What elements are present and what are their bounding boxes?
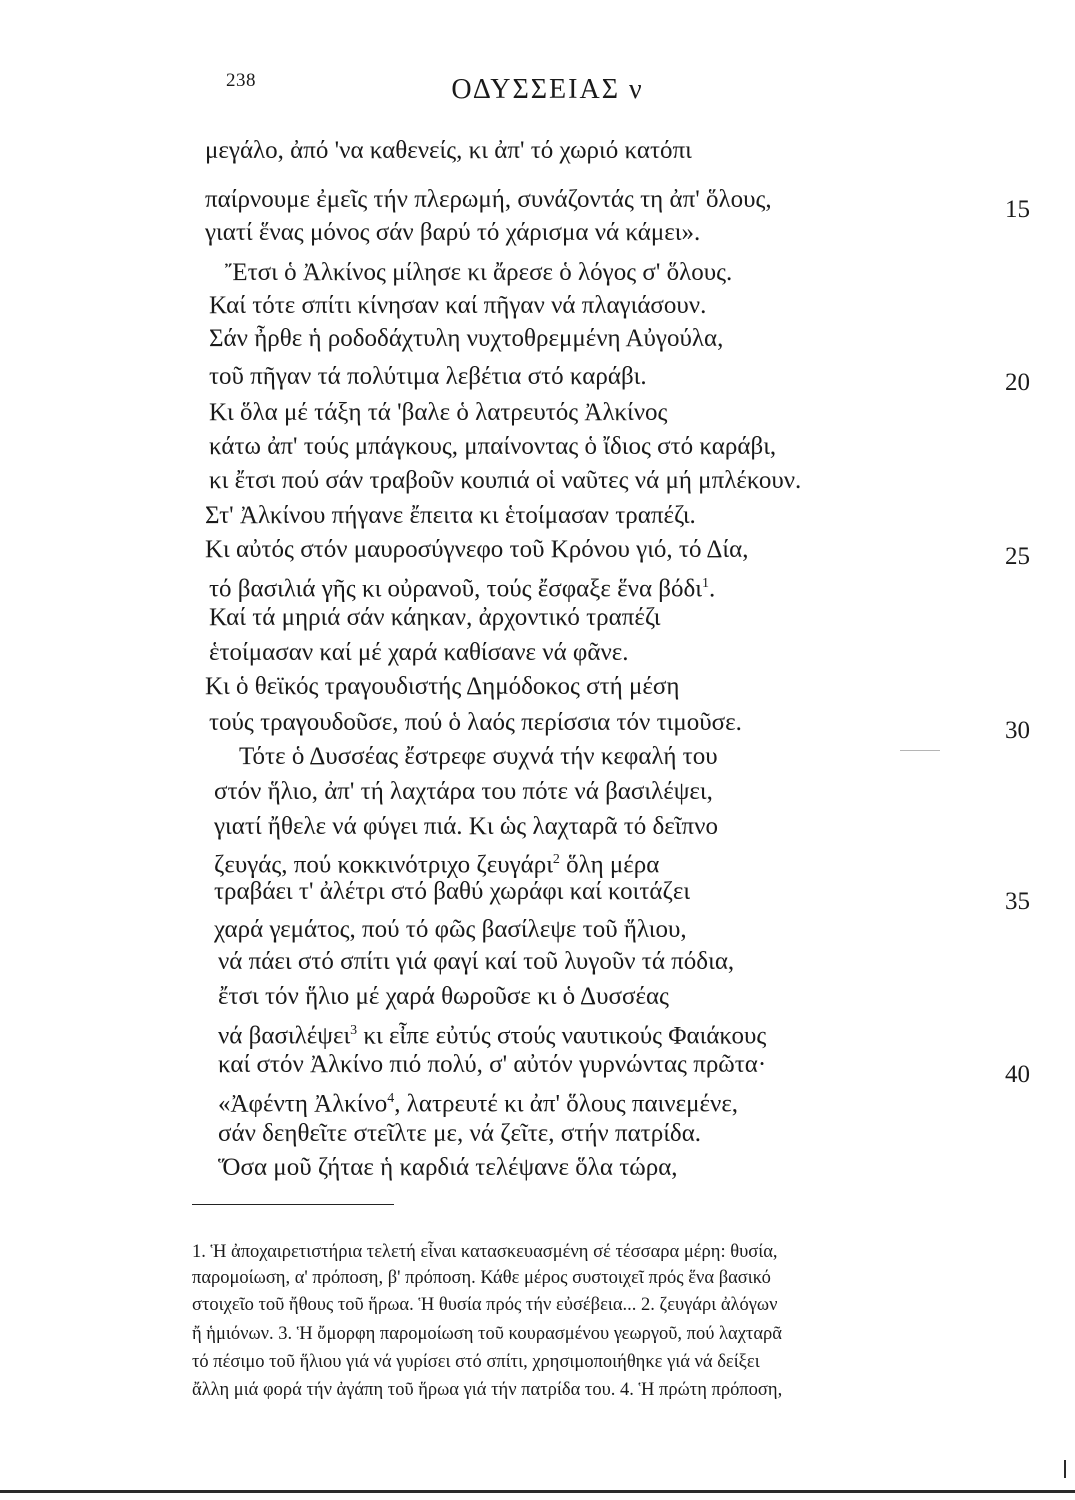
- poem-line: κι ἔτσι πού σάν τραβοῦν κουπιά οἱ ναῦτες νά μή μπλέκουν.: [209, 467, 802, 494]
- poem-line: νά πάει στό σπίτι γιά φαγί καί τοῦ λυγοῦν τά πόδια,: [218, 948, 735, 975]
- footnote-ref: 4: [387, 1091, 395, 1106]
- poem-line: γιατί ἕνας μόνος σάν βαρύ τό χάρισμα νά κάμει».: [205, 219, 701, 246]
- poem-line-text: .: [709, 575, 716, 603]
- poem-line: [218, 1082, 738, 1116]
- poem-line: Ὅσα μοῦ ζήταε ἡ καρδιά τελέψανε ὅλα τώρα,: [218, 1154, 678, 1181]
- poem-line: ἔτσι τόν ἥλιο μέ χαρά θωροῦσε κι ὁ Δυσσέας: [218, 983, 669, 1010]
- poem-line: μεγάλο, ἀπό 'να καθενείς, κι ἀπ' τό χωριό κατόπι: [205, 137, 692, 164]
- poem-line: τοῦ πῆγαν τά πολύτιμα λεβέτια στό καράβι.: [209, 363, 647, 390]
- footnote-line: 1. Ἡ ἀποχαιρετιστήρια τελετή εἶναι κατασκευασμένη σέ τέσσαρα μέρη: θυσία,: [192, 1242, 778, 1262]
- footnote-ref: 3: [350, 1023, 358, 1038]
- margin-mark: [900, 750, 940, 751]
- poem-line: γιατί ἤθελε νά φύγει πιά. Κι ὡς λαχταρᾶ τό δεῖπνο: [214, 813, 718, 840]
- footnote-line: τό πέσιμο τοῦ ἥλιου γιά νά γυρίσει στό σπίτι, χρησιμοποιήθηκε γιά νά δείξει: [192, 1352, 760, 1372]
- line-number: 35: [1005, 888, 1030, 915]
- poem-line-text: ζευγάς, πού κοκκινότριχο ζευγάρι: [214, 851, 553, 879]
- footnote-ref: 2: [552, 852, 560, 867]
- footnote-line: παρομοίωση, α' πρόποση, β' πρόποση. Κάθε μέρος συστοιχεῖ πρός ἕνα βασικό: [192, 1268, 771, 1288]
- poem-line-text: , λατρευτέ κι ἀπ' ὅλους παινεμένε,: [394, 1090, 739, 1118]
- poem-line: τραβάει τ' ἀλέτρι στό βαθύ χωράφι καί κοιτάζει: [214, 878, 691, 905]
- poem-line-text: ὅλη μέρα: [559, 851, 660, 879]
- poem-line: καί στόν Ἀλκίνο πιό πολύ, σ' αὐτόν γυρνώντας πρῶτα·: [218, 1051, 767, 1078]
- line-number: 25: [1005, 543, 1030, 570]
- poem-line: ἑτοίμασαν καί μέ χαρά καθίσανε νά φᾶνε.: [209, 639, 629, 666]
- poem-line-text: «Ἀφέντη Ἀλκίνο: [218, 1090, 388, 1118]
- poem-line-text: κι εἶπε εὐτύς στούς ναυτικούς Φαιάκους: [357, 1022, 767, 1050]
- footnote-line: ἤ ἡμιόνων. 3. Ἡ ὄμορφη παρομοίωση τοῦ κουρασμένου γεωργοῦ, πού λαχταρᾶ: [192, 1324, 782, 1344]
- running-head: ΟΔΥΣΣΕΙΑΣ ν: [451, 74, 644, 105]
- poem-line: [209, 567, 715, 601]
- poem-line: [214, 843, 659, 877]
- poem-line: [218, 1014, 766, 1048]
- poem-line: Τότε ὁ Δυσσέας ἔστρεφε συχνά τήν κεφαλή του: [239, 743, 718, 770]
- poem-line: στόν ἥλιο, ἀπ' τή λαχτάρα του πότε νά βασιλέψει,: [214, 778, 713, 805]
- poem-line: Καί τότε σπίτι κίνησαν καί πῆγαν νά πλαγιάσουν.: [209, 292, 707, 319]
- poem-line: παίρνουμε ἐμεῖς τήν πλερωμή, συνάζοντάς τη ἀπ' ὅλους,: [205, 186, 772, 213]
- page-number: 238: [226, 70, 256, 91]
- poem-line: χαρά γεμάτος, πού τό φῶς βασίλεψε τοῦ ἥλιου,: [214, 916, 687, 943]
- footnote-ref: 1: [702, 576, 710, 591]
- poem-line-text: νά βασιλέψει: [218, 1022, 351, 1050]
- poem-line: Κι ὅλα μέ τάξη τά 'βαλε ὁ λατρευτός Ἀλκίνος: [209, 399, 668, 426]
- poem-line: τούς τραγουδοῦσε, πού ὁ λαός περίσσια τόν τιμοῦσε.: [209, 709, 742, 736]
- poem-line-text: τό βασιλιά γῆς κι οὐρανοῦ, τούς ἔσφαξε ἕνα βόδι: [209, 575, 703, 603]
- footnote-line: στοιχεῖο τοῦ ἤθους τοῦ ἥρωα. Ἡ θυσία πρός τήν εὐσέβεια... 2. ζευγάρι ἀλόγων: [192, 1295, 778, 1315]
- line-number: 40: [1005, 1061, 1030, 1088]
- page-bottom-edge: [0, 1490, 1075, 1493]
- poem-line: κάτω ἀπ' τούς μπάγκους, μπαίνοντας ὁ ἴδιος στό καράβι,: [209, 433, 777, 460]
- footnote-line: ἄλλη μιά φορά τήν ἀγάπη τοῦ ἥρωα γιά τήν πατρίδα του. 4. Ἡ πρώτη πρόποση,: [192, 1380, 783, 1400]
- footnote-rule: [192, 1204, 394, 1205]
- line-number: 30: [1005, 717, 1030, 744]
- poem-line: Στ' Ἀλκίνου πήγανε ἔπειτα κι ἑτοίμασαν τραπέζι.: [205, 502, 696, 529]
- line-number: 15: [1005, 196, 1030, 223]
- line-number: 20: [1005, 369, 1030, 396]
- poem-line: Κι αὐτός στόν μαυροσύγνεφο τοῦ Κρόνου γιό, τό Δία,: [205, 536, 749, 563]
- poem-line: σάν δεηθεῖτε στεῖλτε με, νά ζεῖτε, στήν πατρίδα.: [218, 1120, 702, 1147]
- poem-line: Κι ὁ θεϊκός τραγουδιστής Δημόδοκος στή μέση: [205, 673, 680, 700]
- poem-line: Σάν ἦρθε ἡ ροδοδάχτυλη νυχτοθρεμμένη Αὐγούλα,: [209, 325, 724, 352]
- poem-line: Ἔτσι ὁ Ἀλκίνος μίλησε κι ἄρεσε ὁ λόγος σ' ὅλους.: [225, 259, 733, 286]
- poem-line: Καί τά μηριά σάν κάηκαν, ἀρχοντικό τραπέζι: [209, 604, 661, 631]
- page-edge-tick: [1064, 1460, 1066, 1478]
